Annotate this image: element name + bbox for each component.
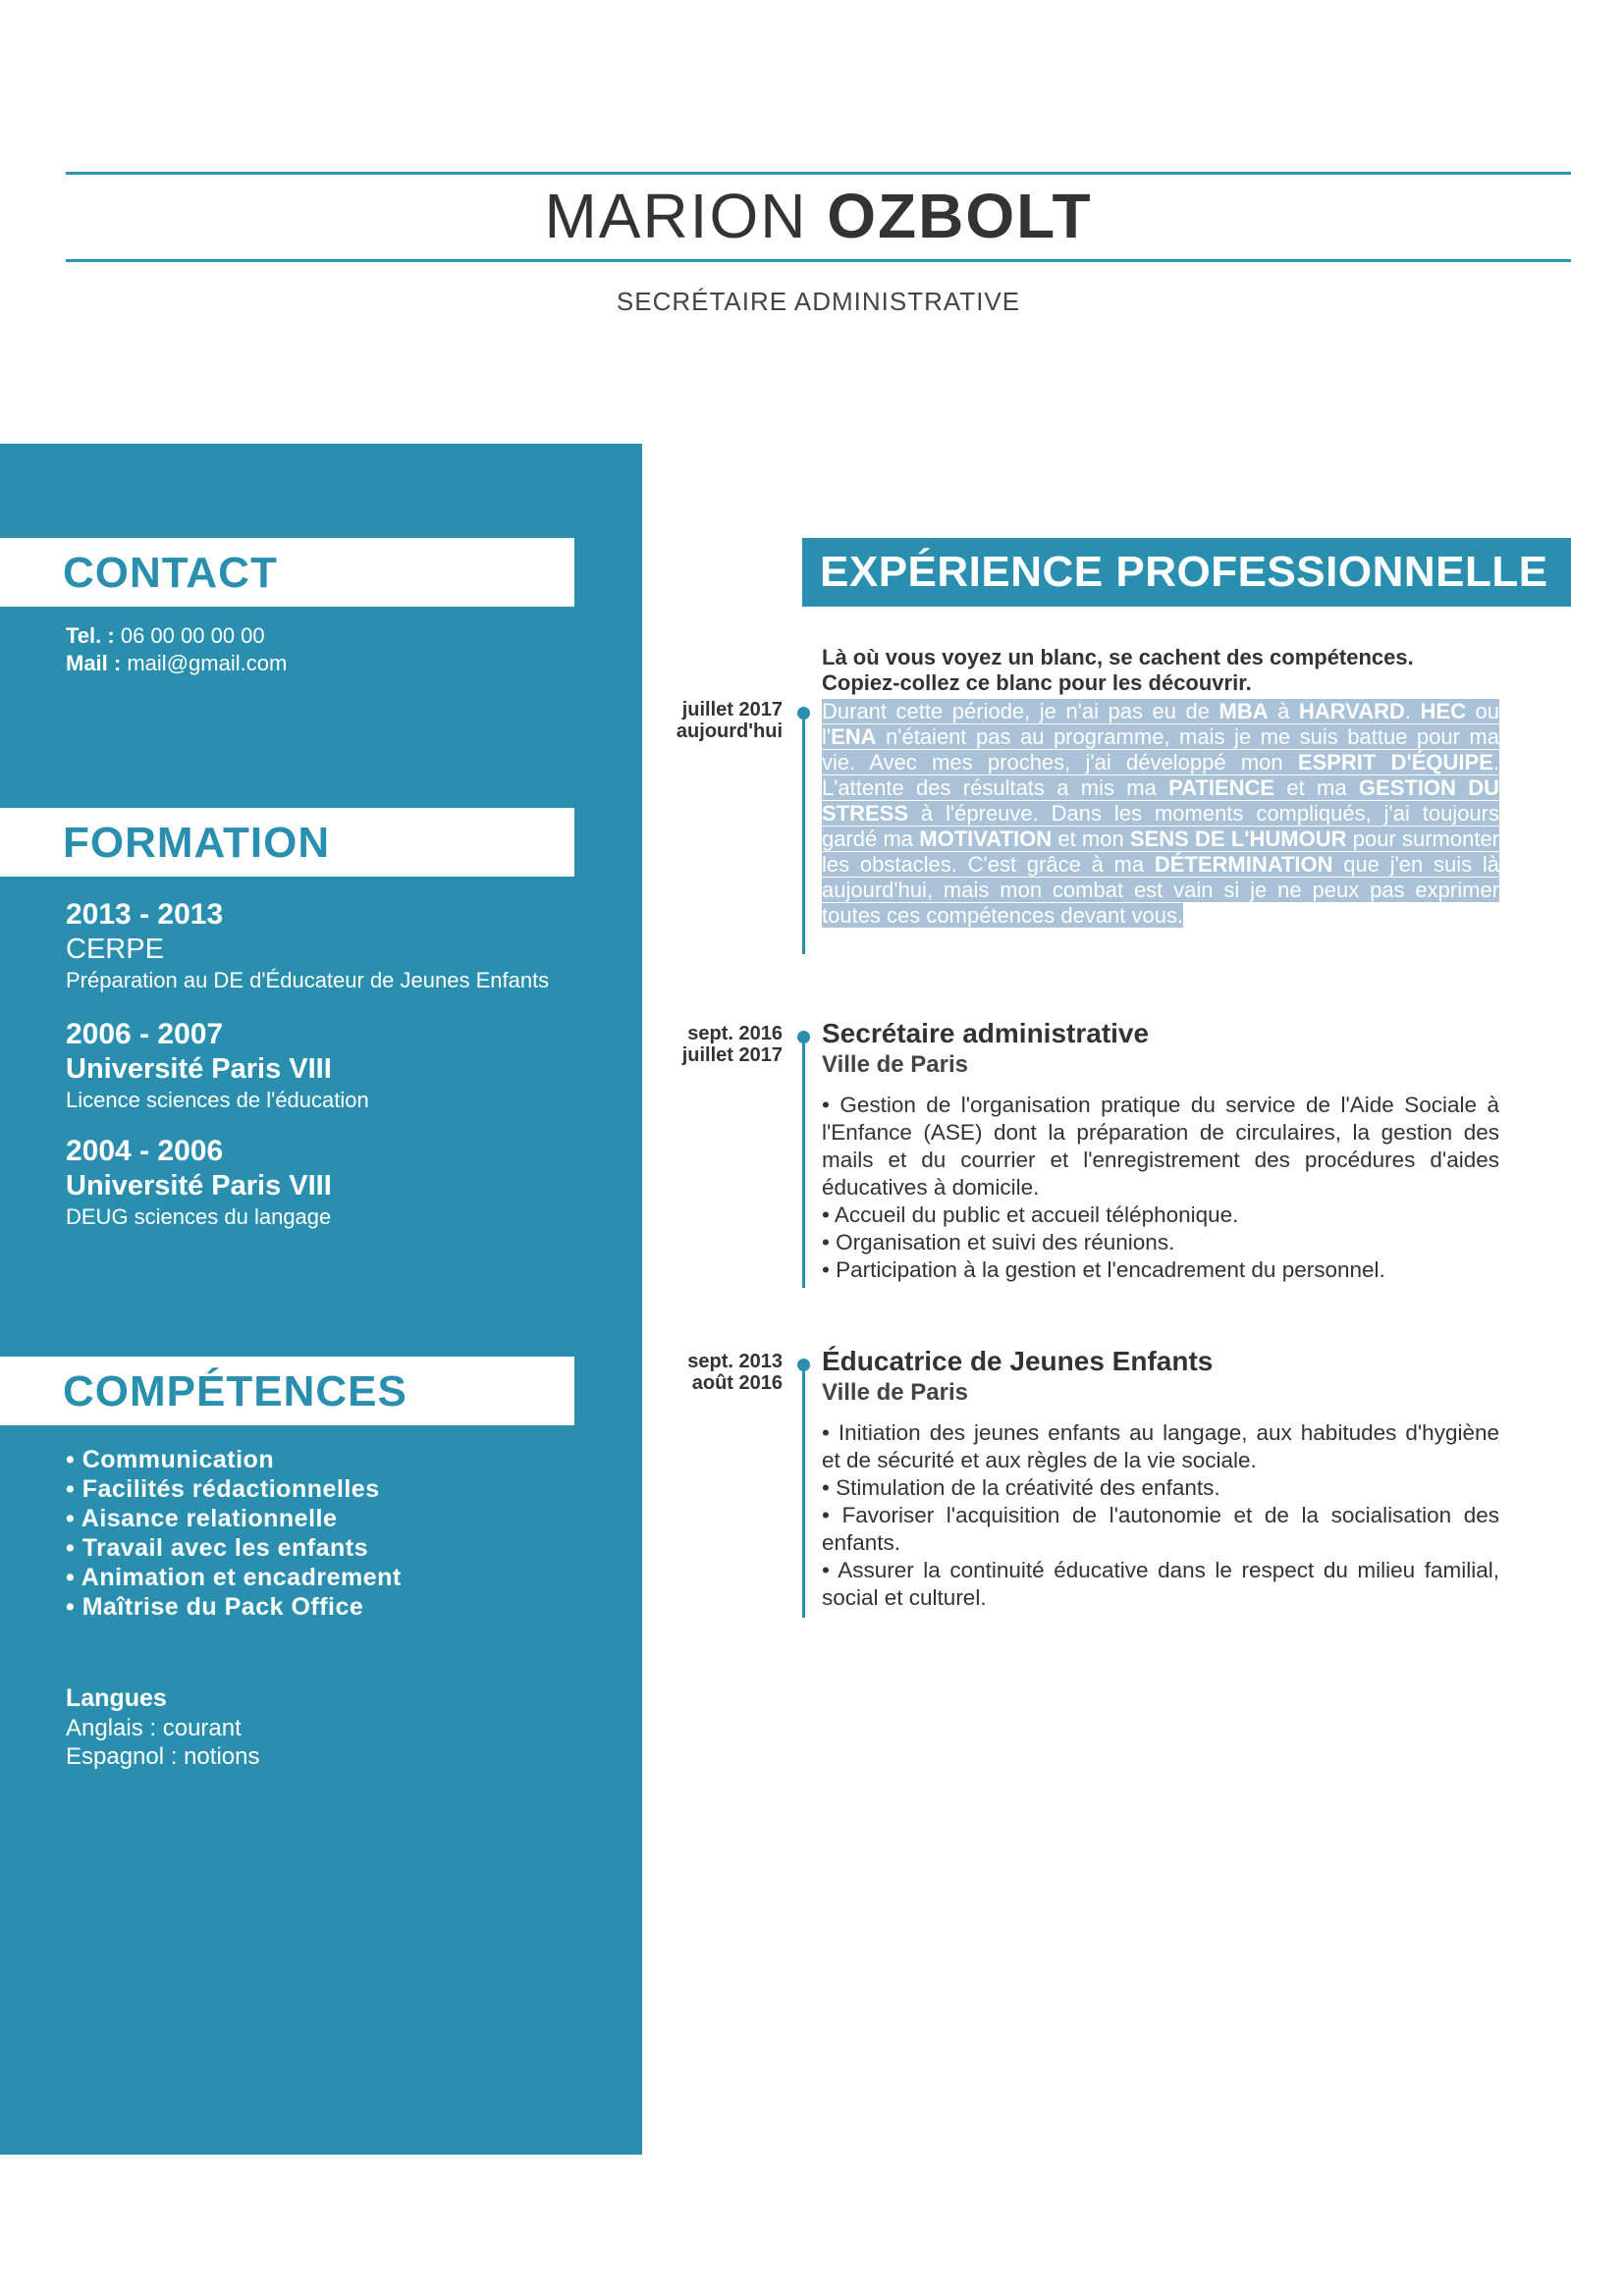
job-employer: Ville de Paris [822,1379,968,1406]
date-start: sept. 2016 [687,1023,783,1044]
education-school: CERPE [66,934,164,965]
contact-details [66,622,287,677]
date-start: juillet 2017 [681,699,783,721]
task-item: • Initiation des jeunes enfants au langage, aux habitudes d'hygiène et de sécurité et aux règles de la vie sociale. [822,1420,1499,1472]
skill-item: • Maîtrise du Pack Office [66,1593,364,1621]
date-end: aujourd'hui [676,721,783,742]
education-heading-bar [0,808,574,877]
phone-value: 06 00 00 00 00 [120,623,265,648]
candidate-name [66,177,1571,255]
entry-dates [628,699,783,742]
languages-list [66,1714,259,1771]
hidden-skills-text[interactable]: Durant cette période, je n'ai pas eu de MBA à HARVARD. HEC ou l'ENA n'étaient pas au programme, mais je me suis battue pour ma vie. Avec mes proches, j'ai développé mon ESPRIT D'ÉQUIPE. L'attente des résultats a mis ma PATIENCE et ma GESTION DU STRESS à l'épreuve. Dans les moments compliqués, j'ai toujours gardé ma MOTIVATION et mon SENS DE L'HUMOUR pour surmonter les obstacles. C'est grâce à ma DÉTERMINATION que j'en suis là aujourd'hui, mais mon combat est vain si je ne peux pas exprimer toutes ces compétences devant vous. [822,699,1500,928]
hidden-skills-intro [822,645,1499,696]
job-role: Éducatrice de Jeunes Enfants [822,1346,1214,1376]
languages-heading: Langues [66,1684,167,1712]
entry-dates [628,1023,783,1066]
education-years: 2013 - 2013 [66,898,224,931]
timeline-marker [802,1037,805,1288]
sidebar [0,444,642,2155]
education-school: Université Paris VIII [66,1170,332,1201]
task-item: • Accueil du public et accueil téléphonique. [822,1202,1239,1227]
job-title: SECRÉTAIRE ADMINISTRATIVE [616,287,1021,316]
task-item: • Favoriser l'acquisition de l'autonomie et de la socialisation des enfants. [822,1503,1499,1555]
skill-item: • Aisance relationnelle [66,1505,338,1532]
language-item: Espagnol : notions [66,1743,260,1770]
task-item: • Assurer la continuité éducative dans le respect du milieu familial, social et culturel. [822,1558,1499,1610]
education-item [66,897,635,995]
education-years: 2006 - 2007 [66,1018,224,1050]
email-line [66,650,287,677]
header-bottom-rule [66,259,1571,262]
date-end: juillet 2017 [681,1044,783,1066]
date-start: sept. 2013 [687,1351,783,1372]
skill-item: • Travail avec les enfants [66,1534,369,1562]
skills-list [66,1445,402,1622]
contact-heading-bar [0,538,574,607]
phone-label: Tel. : [66,623,115,648]
language-item: Anglais : courant [66,1715,242,1741]
job-entry [822,1345,1499,1612]
job-role: Secrétaire administrative [822,1018,1150,1048]
email-label: Mail : [66,651,122,675]
skills-heading: COMPÉTENCES [63,1367,407,1415]
job-tasks [822,1419,1499,1612]
experience-heading-bar [802,538,1571,607]
phone-line [66,622,287,650]
first-name: MARION [544,181,808,251]
task-item: • Organisation et suivi des réunions. [822,1230,1175,1255]
education-degree: Préparation au DE d'Éducateur de Jeunes Enfants [66,968,550,992]
skill-item: • Communication [66,1446,275,1473]
experience-heading: EXPÉRIENCE PROFESSIONNELLE [820,548,1548,596]
education-degree: DEUG sciences du langage [66,1204,332,1229]
job-employer: Ville de Paris [822,1051,968,1078]
job-tasks [822,1092,1499,1284]
job-entry [822,1017,1499,1284]
education-item [66,1017,635,1115]
education-school: Université Paris VIII [66,1053,332,1085]
timeline-marker [802,1364,805,1618]
skills-heading-bar [0,1357,574,1425]
education-item [66,1134,635,1232]
last-name: OZBOLT [827,181,1093,251]
date-end: août 2016 [691,1372,783,1394]
email-value: mail@gmail.com [127,651,288,675]
header-top-rule [66,172,1571,175]
entry-dates [628,1351,783,1394]
task-item: • Stimulation de la créativité des enfants. [822,1475,1220,1500]
education-years: 2004 - 2006 [66,1135,224,1167]
education-degree: Licence sciences de l'éducation [66,1088,369,1112]
intro-line: Copiez-collez ce blanc pour les découvrir. [822,670,1252,695]
contact-heading: CONTACT [63,549,278,597]
task-item: • Gestion de l'organisation pratique du service de l'Aide Sociale à l'Enfance (ASE) dont la préparation de circulaires, la gestion des mails et du courrier et l'enregistrement des procédures d'aides éducatives à domicile. [822,1093,1499,1200]
intro-line: Là où vous voyez un blanc, se cachent des compétences. [822,645,1414,669]
education-heading: FORMATION [63,819,331,867]
timeline-marker [802,713,805,954]
skill-item: • Facilités rédactionnelles [66,1475,380,1503]
skill-item: • Animation et encadrement [66,1564,402,1591]
task-item: • Participation à la gestion et l'encadrement du personnel. [822,1257,1385,1282]
